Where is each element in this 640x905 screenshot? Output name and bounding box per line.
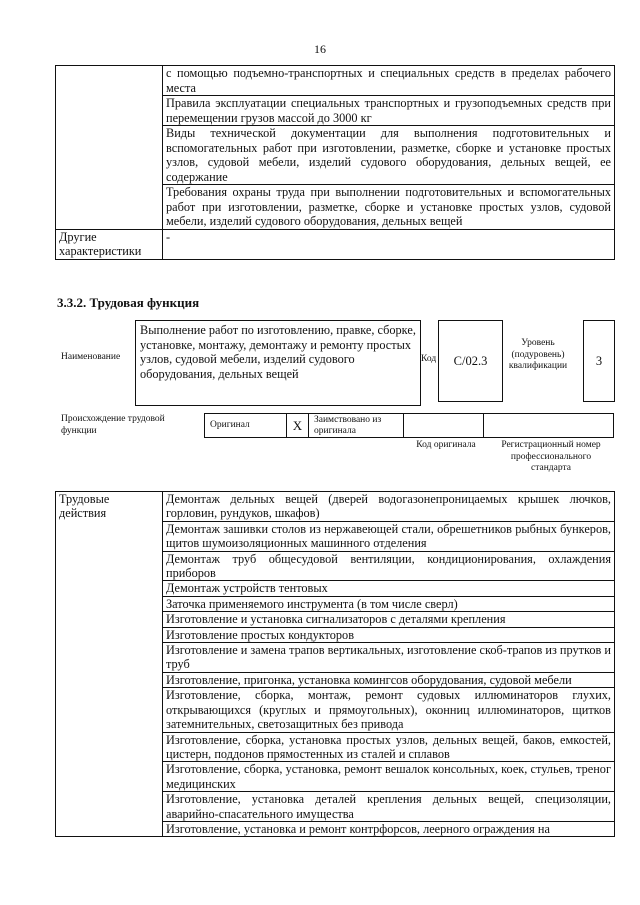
origin-table (204, 413, 614, 438)
labor-action-item: Демонтаж труб общесудовой вентиляции, кондиционирования, охлаждения приборов (163, 551, 615, 581)
origin-label: Происхождение трудовой функции (61, 414, 165, 436)
knowledge-item: с помощью подъемно-транспортных и специальных средств в пределах рабочего места (163, 66, 615, 96)
table-row (56, 492, 615, 522)
row-label-cell (56, 66, 163, 230)
function-name-box: Выполнение работ по изготовлению, правке, сборке, установке, монтажу, демонтажу и ремонту простых узлов, судовой мебели, изделий судового оборудования, дельных вещей (135, 320, 421, 406)
labor-action-item: Демонтаж устройств тентовых (163, 581, 615, 596)
borrowed-label: Заимствовано из оригинала (309, 414, 404, 438)
other-characteristics-value: - (163, 229, 615, 259)
function-code-box: C/02.3 (438, 320, 503, 402)
page-number: 16 (314, 42, 326, 56)
code-label: Код (421, 354, 437, 364)
knowledge-item: Правила эксплуатации специальных транспортных и грузоподъемных средств при перемещении грузов массой до 3000 кг (163, 96, 615, 126)
labor-action-item: Изготовление, установка деталей крепления дельных вещей, специзоляции, аварийно-спасательного имущества (163, 792, 615, 822)
reg-number-cell (484, 414, 614, 438)
table-row (56, 66, 615, 96)
table-row (205, 414, 614, 438)
original-label: Оригинал (205, 414, 287, 438)
labor-action-item: Изготовление, установка и ремонт контрфорсов, леерного ограждения на (163, 821, 615, 836)
reg-number-caption: Регистрационный номер профессионального стандарта (501, 440, 601, 473)
section-heading: 3.3.2. Трудовая функция (57, 295, 200, 310)
knowledge-item: Требования охраны труда при выполнении подготовительных и вспомогательных работ при изготовлении, разметке, сборке и установке простых узлов, судовой мебели, изделий судового оборудования, дельных вещей (163, 185, 615, 230)
labor-action-item: Демонтаж зашивки столов из нержавеющей стали, обрешетников рыбных бункеров, щитов шумоизоляционных машинного отделения (163, 521, 615, 551)
labor-action-item: Изготовление, сборка, монтаж, ремонт судовых иллюминаторов глухих, открывающихся (круглых и прямоугольных), оконниц иллюминаторов, щитков затемнительных, светозащитных без привода (163, 688, 615, 732)
other-characteristics-label: Другие характеристики (56, 229, 163, 259)
labor-actions-label: Трудовые действия (56, 492, 163, 837)
code-original-cell (404, 414, 484, 438)
original-mark: X (287, 414, 309, 438)
knowledge-table (55, 65, 615, 260)
qualification-level-label: Уровень (подуровень) квалификации (508, 338, 568, 371)
knowledge-item: Виды технической документации для выполнения подготовительных и вспомогательных работ при изготовлении, разметке, сборке и установке простых узлов, судовой мебели, изделий судового оборудования, дельных вещей, ее содержание (163, 126, 615, 185)
code-original-caption: Код оригинала (416, 440, 476, 450)
table-row (56, 229, 615, 259)
labor-action-item: Заточка применяемого инструмента (в том числе сверл) (163, 596, 615, 611)
labor-action-item: Изготовление, сборка, установка, ремонт вешалок консольных, коек, стульев, треног медицинских (163, 762, 615, 792)
labor-action-item: Демонтаж дельных вещей (дверей водогазонепроницаемых крышек лючков, горловин, рундуков, шкафов) (163, 492, 615, 522)
name-label: Наименование (61, 352, 121, 362)
labor-action-item: Изготовление и замена трапов вертикальных, изготовление скоб-трапов из прутков и труб (163, 643, 615, 673)
qualification-level-box: 3 (583, 320, 615, 402)
labor-action-item: Изготовление простых кондукторов (163, 627, 615, 642)
labor-action-item: Изготовление и установка сигнализаторов с деталями крепления (163, 612, 615, 627)
labor-actions-table (55, 491, 615, 837)
labor-action-item: Изготовление, пригонка, установка комингсов оборудования, судовой мебели (163, 672, 615, 687)
labor-action-item: Изготовление, сборка, установка простых узлов, дельных вещей, баков, емкостей, цистерн, поддонов прямостенных из сталей и сплавов (163, 732, 615, 762)
